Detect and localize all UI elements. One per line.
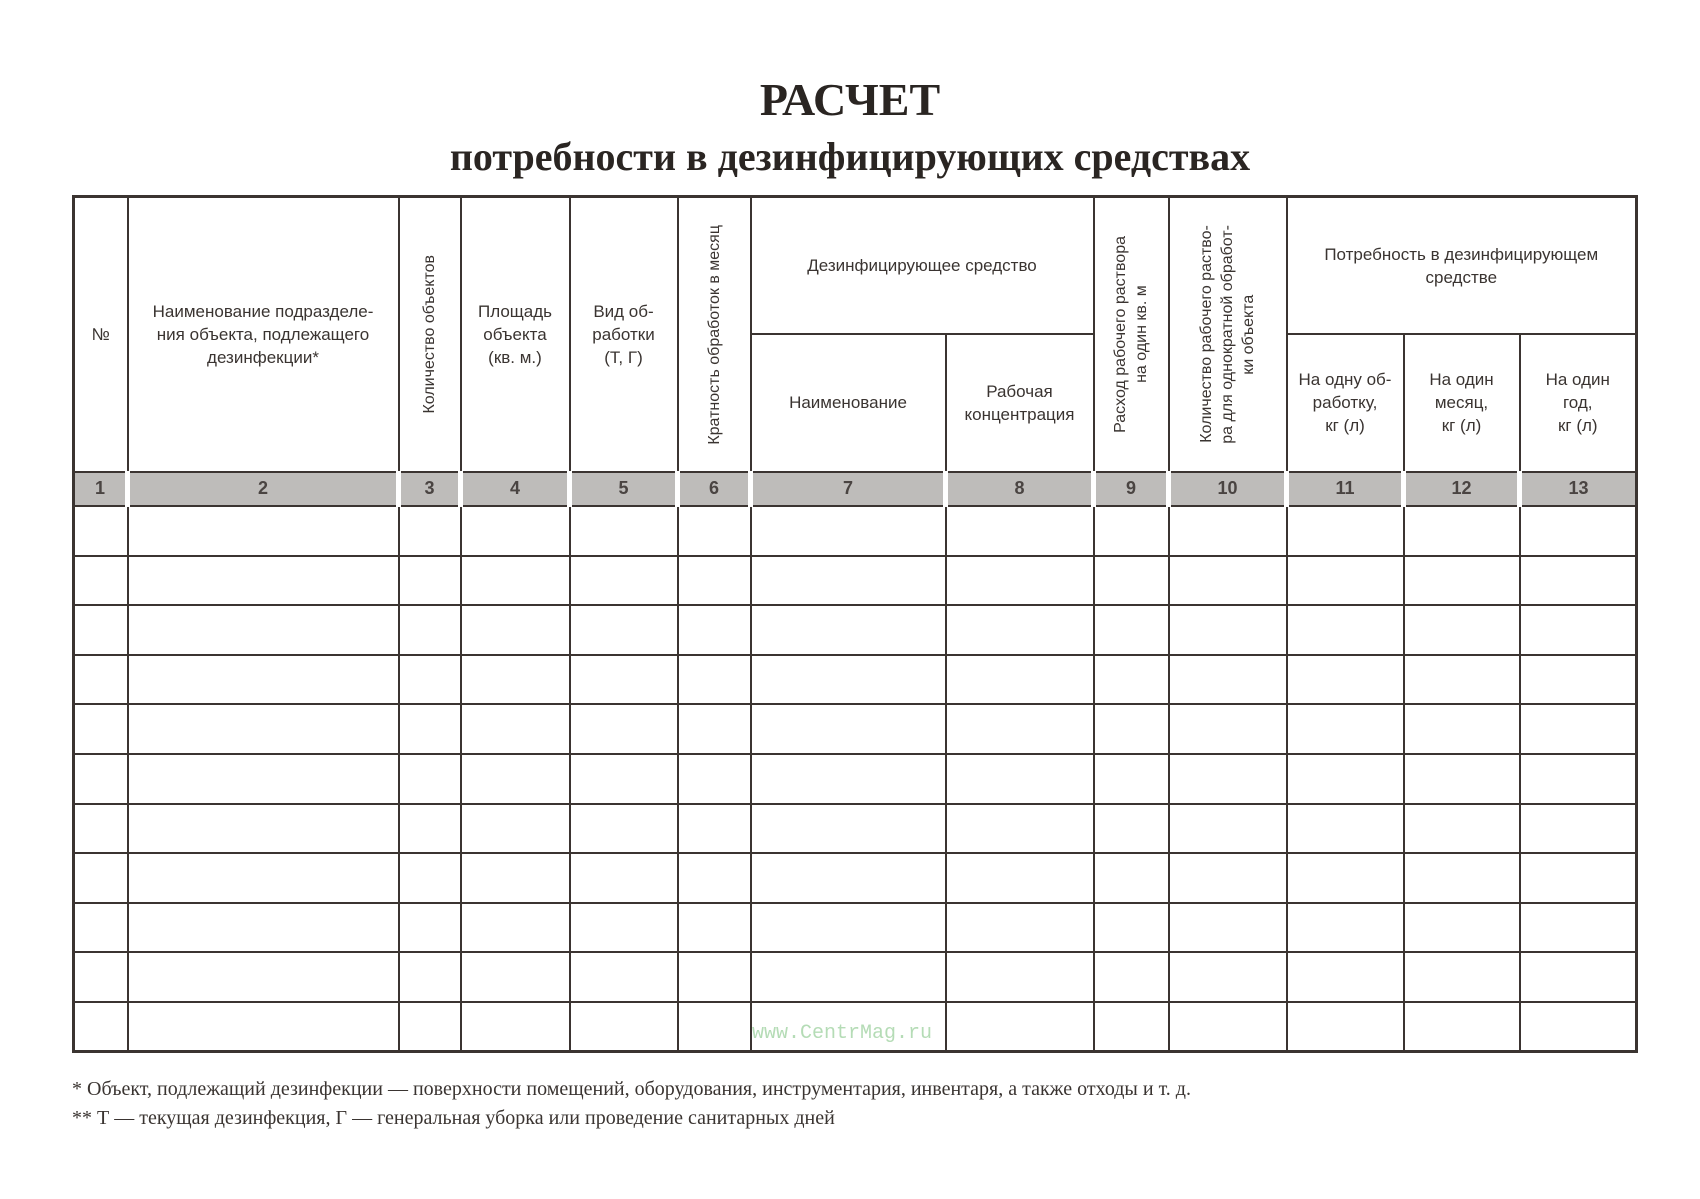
table-cell[interactable] [570,556,678,606]
table-cell[interactable] [74,952,128,1002]
table-cell[interactable] [1404,506,1520,556]
table-cell[interactable] [399,804,461,854]
table-cell[interactable] [751,556,946,606]
table-cell[interactable] [1404,556,1520,606]
header-per-treatment: На одну об- работку, кг (л) [1287,334,1404,472]
table-cell[interactable] [1287,903,1404,953]
table-cell[interactable] [1520,1002,1637,1052]
table-cell[interactable] [1520,754,1637,804]
table-row [74,556,1637,606]
table-cell[interactable] [399,655,461,705]
table-cell[interactable] [74,655,128,705]
table-cell[interactable] [1520,605,1637,655]
table-cell[interactable] [128,605,399,655]
table-cell[interactable] [1287,1002,1404,1052]
header-object-count: Количество объектов [399,197,461,472]
header-need-group: Потребность в дезинфицирующем средстве [1287,197,1637,335]
header-disinfectant-group: Дезинфицирующее средство [751,197,1094,335]
table-cell[interactable] [1404,704,1520,754]
table-cell[interactable] [128,1002,399,1052]
table-cell[interactable] [1169,754,1287,804]
table-cell[interactable] [946,754,1094,804]
table-row [74,853,1637,903]
table-cell[interactable] [128,754,399,804]
table-cell[interactable] [678,903,751,953]
table-cell[interactable] [461,704,570,754]
table-cell[interactable] [1094,804,1169,854]
document-subtitle: потребности в дезинфицирующих средствах [449,134,1251,179]
table-cell[interactable] [1287,754,1404,804]
table-cell[interactable] [1404,804,1520,854]
table-cell[interactable] [1287,605,1404,655]
table-cell[interactable] [1520,804,1637,854]
table-cell[interactable] [461,605,570,655]
table-row [74,903,1637,953]
header-solution-consumption: Расход рабочего раствора на один кв. м [1094,197,1169,472]
table-cell[interactable] [399,903,461,953]
table-cell[interactable] [1169,804,1287,854]
table-cell[interactable] [1169,952,1287,1002]
table-cell[interactable] [1094,556,1169,606]
table-cell[interactable] [399,506,461,556]
column-number: 5 [570,472,678,506]
table-cell[interactable] [570,1002,678,1052]
header-disinfectant-name: Наименование [751,334,946,472]
table-cell[interactable] [1094,605,1169,655]
table-cell[interactable] [74,804,128,854]
column-number-row [74,472,1637,506]
table-cell[interactable] [678,506,751,556]
table-cell[interactable] [1404,952,1520,1002]
table-cell[interactable] [678,1002,751,1052]
table-cell[interactable] [128,853,399,903]
table-cell[interactable] [399,853,461,903]
table-cell[interactable] [1094,952,1169,1002]
table-cell[interactable] [570,605,678,655]
table-cell[interactable] [399,1002,461,1052]
table-cell[interactable] [74,556,128,606]
table-cell[interactable] [74,903,128,953]
table-cell[interactable] [1094,704,1169,754]
table-cell[interactable] [461,655,570,705]
table-cell[interactable] [461,952,570,1002]
table-cell[interactable] [461,903,570,953]
blank-rows [74,506,1637,1051]
table-cell[interactable] [1520,704,1637,754]
table-cell[interactable] [1520,506,1637,556]
header-area: Площадь объекта (кв. м.) [461,197,570,472]
table-cell[interactable] [570,506,678,556]
table-cell[interactable] [1169,506,1287,556]
table-cell[interactable] [399,556,461,606]
table-cell[interactable] [74,1002,128,1052]
table-cell[interactable] [751,605,946,655]
table-cell[interactable] [461,556,570,606]
table-cell[interactable] [1287,704,1404,754]
table-cell[interactable] [128,804,399,854]
column-number: 9 [1094,472,1169,506]
column-number: 6 [678,472,751,506]
table-cell[interactable] [570,952,678,1002]
column-number: 3 [399,472,461,506]
column-number: 4 [461,472,570,506]
table-cell[interactable] [1169,704,1287,754]
table-cell[interactable] [751,754,946,804]
table-row [74,754,1637,804]
table-cell[interactable] [570,804,678,854]
table-cell[interactable] [1169,903,1287,953]
table-cell[interactable] [461,506,570,556]
table-cell[interactable] [1094,853,1169,903]
table-cell[interactable] [1404,655,1520,705]
column-number: 13 [1520,472,1637,506]
calculation-table [72,195,1638,1053]
table-cell[interactable] [1404,853,1520,903]
table-cell[interactable] [74,506,128,556]
table-cell[interactable] [1404,1002,1520,1052]
table-cell[interactable] [128,506,399,556]
table-cell[interactable] [678,556,751,606]
table-cell[interactable] [1094,1002,1169,1052]
header-row-top [74,197,1637,335]
table-row [74,804,1637,854]
table-cell[interactable] [570,704,678,754]
column-number: 1 [74,472,128,506]
table-cell[interactable] [1287,556,1404,606]
table-cell[interactable] [461,1002,570,1052]
table-cell[interactable] [1094,655,1169,705]
header-subdivision-name: Наименование подразделе- ния объекта, подлежащего дезинфекции* [128,197,399,472]
table-cell[interactable] [399,605,461,655]
table-cell[interactable] [570,853,678,903]
table-cell[interactable] [399,952,461,1002]
column-number: 12 [1404,472,1520,506]
table-cell[interactable] [678,952,751,1002]
table-cell[interactable] [946,655,1094,705]
table-row [74,605,1637,655]
table-cell[interactable] [1169,556,1287,606]
table-cell[interactable] [1169,853,1287,903]
table-cell[interactable] [751,952,946,1002]
table-cell[interactable] [74,704,128,754]
table-cell[interactable] [946,903,1094,953]
table-cell[interactable] [74,605,128,655]
table-cell[interactable] [128,952,399,1002]
column-number: 10 [1169,472,1287,506]
table-cell[interactable] [751,853,946,903]
table-cell[interactable] [678,605,751,655]
table-cell[interactable] [1404,754,1520,804]
table-cell[interactable] [399,704,461,754]
table-row [74,952,1637,1002]
header-per-year: На один год, кг (л) [1520,334,1637,472]
table-cell[interactable] [946,605,1094,655]
table-cell[interactable] [1404,903,1520,953]
column-number: 11 [1287,472,1404,506]
column-number: 8 [946,472,1094,506]
table-row [74,704,1637,754]
table-cell[interactable] [751,804,946,854]
table-cell[interactable] [570,754,678,804]
table-cell[interactable] [678,704,751,754]
table-cell[interactable] [1520,853,1637,903]
header-working-concentration: Рабочая концентрация [946,334,1094,472]
table-cell[interactable] [74,853,128,903]
table-cell[interactable] [128,903,399,953]
table-cell[interactable] [1094,754,1169,804]
table-cell[interactable] [1287,952,1404,1002]
table-cell[interactable] [1287,804,1404,854]
table-cell[interactable] [751,903,946,953]
table-cell[interactable] [751,655,946,705]
header-treatments-per-month: Кратность обработок в месяц [678,197,751,472]
table-cell[interactable] [946,704,1094,754]
table-cell[interactable] [946,853,1094,903]
table-cell[interactable] [678,804,751,854]
table-cell[interactable] [1520,903,1637,953]
table-cell[interactable] [678,754,751,804]
table-row [74,506,1637,556]
table-cell[interactable] [1169,655,1287,705]
header-treatment-type: Вид об- работки (Т, Г) [570,197,678,472]
footnote-treatment-types: ** Т — текущая дезинфекция, Г — генеральная уборка или проведение санитарных дней [72,1107,835,1129]
table-cell[interactable] [946,804,1094,854]
table-cell[interactable] [1094,903,1169,953]
table-cell[interactable] [1404,605,1520,655]
table-cell[interactable] [751,704,946,754]
table-cell[interactable] [399,754,461,804]
watermark: www.CentrMag.ru [752,1022,933,1045]
table-cell[interactable] [461,804,570,854]
table-cell[interactable] [1287,853,1404,903]
table-cell[interactable] [1094,506,1169,556]
table-cell[interactable] [678,655,751,705]
table-cell[interactable] [461,853,570,903]
table-cell[interactable] [1520,952,1637,1002]
table-cell[interactable] [128,704,399,754]
table-cell[interactable] [1169,605,1287,655]
table-cell[interactable] [946,952,1094,1002]
table-cell[interactable] [128,556,399,606]
table-cell[interactable] [570,655,678,705]
table-cell[interactable] [946,506,1094,556]
table-cell[interactable] [1520,556,1637,606]
table-cell[interactable] [1287,655,1404,705]
header-per-month: На один месяц, кг (л) [1404,334,1520,472]
footnote-object: * Объект, подлежащий дезинфекции — поверхности помещений, оборудования, инструментария, инвентаря, а также отходы и т. д. [72,1078,1191,1100]
column-number: 2 [128,472,399,506]
table-cell[interactable] [678,853,751,903]
table-cell[interactable] [946,1002,1094,1052]
table-cell[interactable] [74,754,128,804]
table-cell[interactable] [461,754,570,804]
table-cell[interactable] [1520,655,1637,705]
table-row [74,655,1637,705]
table-cell[interactable] [1287,506,1404,556]
table-cell[interactable] [570,903,678,953]
table-cell[interactable] [946,556,1094,606]
table-cell[interactable] [1169,1002,1287,1052]
table-cell[interactable] [751,506,946,556]
column-number: 7 [751,472,946,506]
document-title: РАСЧЕТ [759,74,941,125]
table-cell[interactable] [128,655,399,705]
header-solution-quantity: Количество рабочего раство- ра для однократной обработ- ки объекта [1169,197,1287,472]
header-number: № [74,197,128,472]
